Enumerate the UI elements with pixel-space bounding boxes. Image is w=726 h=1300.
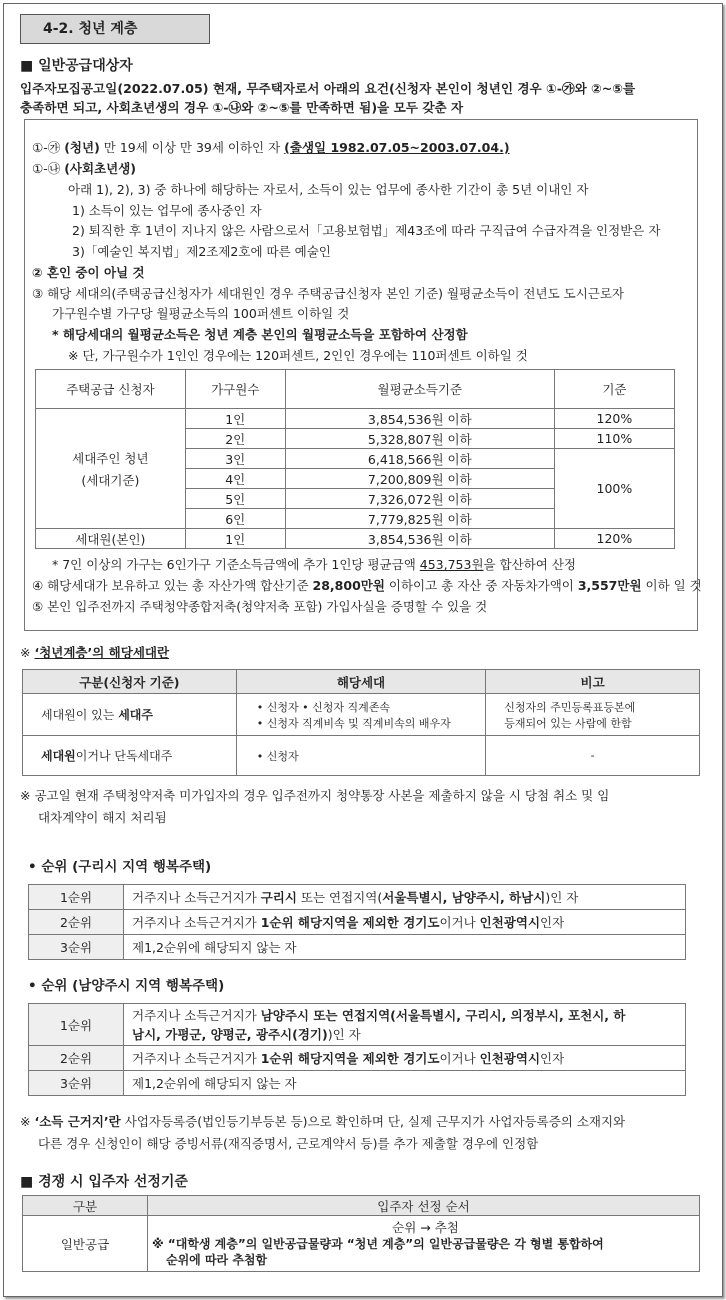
rank-nyj-1-c: 남시, 가평군, 양평군, 광주시(경기)	[132, 1026, 328, 1042]
rank-guri-3-text: 제1,2순위에 해당되지 않는 자	[124, 935, 686, 960]
income-ratio: 120%	[554, 409, 674, 429]
income-header-income: 월평균소득기준	[285, 370, 554, 409]
criterion-income-note2: ※ 단, 가구원수가 1인인 경우에는 120퍼센트, 2인인 경우에는 110퍼센트 이하일 것	[68, 348, 528, 363]
household-row2-type-a: 세대원	[41, 749, 76, 763]
income-size: 1인	[185, 409, 285, 429]
criterion-youth-mark: ①-㉮	[32, 140, 61, 155]
general-heading: ■ 일반공급대상자	[20, 58, 133, 74]
rank-guri-table	[28, 884, 686, 960]
rank-guri-2-label: 2순위	[29, 910, 124, 935]
criterion-assets	[32, 576, 702, 594]
assets-e: 이하 일 것	[641, 578, 702, 593]
criterion-newcomer-desc: 아래 1), 2), 3) 중 하나에 해당하는 자로서, 소득이 있는 업무에 종사한 기간이 총 5년 이내인 자	[68, 182, 589, 197]
income-ratio: 120%	[554, 529, 674, 549]
rank-nyj-2-e: 인자	[540, 1051, 565, 1066]
rank-nyj-1-label: 1순위	[29, 1004, 124, 1046]
criterion-newcomer-label: (사회초년생)	[64, 161, 137, 176]
criterion-newcomer	[32, 159, 136, 177]
selection-header-order: 입주자 선정 순서	[148, 1196, 700, 1216]
income-value: 5,328,807원 이하	[285, 429, 554, 449]
income-size: 2인	[185, 429, 285, 449]
general-intro-line1: 입주자모집공고일(2022.07.05) 현재, 무주택자로서 아래의 요건(신청자 본인이 청년인 경우 ①-㉮와 ②~⑤를	[20, 81, 636, 96]
income-value: 7,200,809원 이하	[285, 469, 554, 489]
assets-car: 3,557만원	[577, 578, 642, 593]
rank-guri-1-text	[124, 885, 686, 910]
selection-note-line1: ※ “대학생 계층”의 일반공급물량과 “청년 계층”의 일반공급물량은 각 형별 통합하여	[152, 1236, 604, 1251]
rank-guri-1-d: 서울특별시, 남양주시, 하남시	[382, 890, 546, 905]
rank-guri-2-d: 인천광역시	[479, 915, 541, 930]
rank-guri-2-text	[124, 910, 686, 935]
income-value: 7,326,072원 이하	[285, 489, 554, 509]
household-title-mark: ※	[20, 645, 35, 660]
income-ratio: 110%	[554, 429, 674, 449]
notice-savings-line2: 대차계약이 해지 처리됨	[38, 810, 167, 825]
income-group-member: 세대원(본인)	[36, 529, 186, 549]
income-extra-note-amount: 453,753원	[419, 557, 484, 572]
rank-nyj-1-b: 남양주시 또는 연접지역(서울특별시, 구리시, 의정부시, 포천시, 하	[260, 1007, 626, 1023]
criterion-youth-text: 만 19세 이상 만 39세 이하인 자	[103, 140, 281, 155]
income-ratio: 100%	[554, 449, 674, 529]
household-header-note: 비고	[486, 670, 700, 694]
rank-nyj-2-d: 인천광역시	[479, 1051, 541, 1066]
notice-income-base-line1	[20, 1112, 625, 1130]
criterion-youth-birth: (출생일 1982.07.05~2003.07.04.)	[284, 140, 510, 155]
income-size: 5인	[185, 489, 285, 509]
criterion-youth-label: (청년)	[64, 140, 100, 155]
income-group-head	[36, 409, 186, 529]
assets-a: ④ 해당세대가 보유하고 있는 총 자산가액 합산기준	[32, 578, 313, 593]
criterion-savings: ⑤ 본인 입주전까지 주택청약종합저축(청약저축 포함) 가입사실을 증명할 수 있을 것	[32, 599, 488, 614]
income-size: 1인	[185, 529, 285, 549]
income-group-head-label1: 세대주인 청년	[72, 450, 149, 466]
notice-income-base-term: ‘소득 근거지’란	[34, 1114, 121, 1129]
income-group-head-label2: (세대기준)	[81, 472, 140, 488]
rank-guri-2-b: 1순위 해당지역을 제외한 경기도	[260, 915, 440, 930]
rank-guri-1-b: 구리시	[260, 890, 297, 905]
rank-guri-1-label: 1순위	[29, 885, 124, 910]
criterion-newcomer-item1: 1) 소득이 있는 업무에 종사중인 자	[72, 203, 262, 218]
rank-guri-1-e: )인 자	[545, 890, 579, 905]
income-value: 7,779,825원 이하	[285, 509, 554, 529]
rank-nyj-2-c: 이거나	[439, 1051, 480, 1066]
rank-nyj-1-d: )인 자	[327, 1026, 361, 1042]
household-row2-type-b: 이거나 단독세대주	[75, 749, 173, 763]
household-row2-note: -	[486, 736, 700, 776]
notice-income-base-mark: ※	[20, 1114, 35, 1129]
rank-nyj-2-a: 거주지나 소득근거지가	[132, 1051, 261, 1066]
household-header-members: 해당세대	[236, 670, 486, 694]
household-header-type: 구분(신청자 기준)	[23, 670, 237, 694]
income-value: 3,854,536원 이하	[285, 409, 554, 429]
notice-income-base-line2: 다른 경우 신청인이 해당 증빙서류(재직증명서, 근로계약서 등)를 추가 제출할 경우에 인정함	[38, 1136, 539, 1151]
rank-nyj-table	[28, 1003, 686, 1096]
income-extra-note-b: 을 합산하여 산정	[483, 557, 577, 572]
rank-guri-1-a: 거주지나 소득근거지가	[132, 890, 261, 905]
household-row2-type	[23, 736, 237, 776]
rank-nyj-3-text: 제1,2순위에 해당되지 않는 자	[124, 1071, 686, 1096]
criterion-youth	[32, 138, 510, 156]
income-extra-note	[52, 555, 576, 573]
notice-income-base-text: 사업자등록증(법인등기부등본 등)으로 확인하며 단, 실제 근무지가 사업자등록증의 소재지와	[120, 1114, 626, 1129]
rank-nyj-2-text	[124, 1046, 686, 1071]
household-row1-type	[23, 694, 237, 736]
rank-nyj-title: • 순위 (남양주시 지역 행복주택)	[28, 978, 225, 994]
income-header-applicant: 주택공급 신청자	[36, 370, 186, 409]
selection-row-label: 일반공급	[23, 1216, 148, 1272]
rank-guri-1-c: 또는 연접지역(	[296, 890, 383, 905]
assets-total: 28,800만원	[312, 578, 385, 593]
criterion-income-line1: ③ 해당 세대의(주택공급신청자가 세대원인 경우 주택공급신청자 본인 기준) 월평균소득이 전년도 도시근로자	[32, 286, 624, 301]
rank-nyj-3-label: 3순위	[29, 1071, 124, 1096]
rank-nyj-1-a: 거주지나 소득근거지가	[132, 1007, 261, 1023]
household-title	[20, 643, 169, 661]
criterion-newcomer-item3: 3)「예술인 복지법」제2조제2호에 따른 예술인	[72, 244, 331, 259]
criterion-income-note1: * 해당세대의 월평균소득은 청년 계층 본인의 월평균소득을 포함하여 산정함	[52, 327, 468, 342]
household-row1-type-a: 세대원이 있는	[41, 708, 119, 722]
household-row1-note	[486, 694, 700, 736]
selection-heading: ■ 경쟁 시 입주자 선정기준	[20, 1174, 188, 1190]
income-size: 3인	[185, 449, 285, 469]
selection-row-content	[148, 1216, 700, 1272]
income-size: 4인	[185, 469, 285, 489]
rank-guri-2-e: 인자	[540, 915, 565, 930]
income-value: 3,854,536원 이하	[285, 529, 554, 549]
household-table	[22, 669, 700, 776]
income-table	[35, 369, 675, 549]
income-value: 6,418,566원 이하	[285, 449, 554, 469]
criterion-income-line2: 가구원수별 가구당 월평균소득의 100퍼센트 이하일 것	[52, 306, 350, 321]
general-intro-line2: 충족하면 되고, 사회초년생의 경우 ①-㉯와 ②~⑤를 만족하면 됨)을 모두 갖춘 자	[20, 100, 464, 115]
rank-nyj-1-text	[124, 1004, 686, 1046]
rank-guri-title: • 순위 (구리시 지역 행복주택)	[28, 859, 212, 875]
selection-table	[22, 1195, 700, 1272]
income-header-size: 가구원수	[185, 370, 285, 409]
rank-guri-2-a: 거주지나 소득근거지가	[132, 915, 261, 930]
income-extra-note-a: * 7인 이상의 가구는 6인가구 기준소득금액에 추가 1인당 평균금액	[52, 557, 420, 572]
assets-c: 이하이고 총 자산 중 자동차가액이	[384, 578, 578, 593]
selection-note-line2: 순위에 따라 추첨함	[166, 1252, 268, 1267]
section-title: 4-2. 청년 계층	[20, 14, 210, 44]
selection-header-type: 구분	[23, 1196, 148, 1216]
income-header-ratio: 기준	[554, 370, 674, 409]
household-row1-note-2: 등재되어 있는 사람에 한함	[504, 716, 632, 730]
income-size: 6인	[185, 509, 285, 529]
criterion-unmarried: ② 혼인 중이 아닐 것	[32, 265, 145, 280]
household-row1-note-1: 신청자의 주민등록표등본에	[504, 700, 636, 714]
rank-nyj-2-label: 2순위	[29, 1046, 124, 1071]
rank-nyj-2-b: 1순위 해당지역을 제외한 경기도	[260, 1051, 440, 1066]
household-row1-type-b: 세대주	[118, 708, 153, 722]
criterion-newcomer-item2: 2) 퇴직한 후 1년이 지나지 않은 사람으로서「고용보험법」제43조에 따라 구직급여 수급자격을 인정받은 자	[72, 223, 661, 238]
household-row2-members: • 신청자	[236, 736, 486, 776]
selection-order: 순위 → 추첨	[392, 1219, 459, 1235]
notice-savings-line1: ※ 공고일 현재 주택청약저축 미가입자의 경우 입주전까지 청약통장 사본을 제출하지 않을 시 당첨 취소 및 임	[20, 788, 610, 803]
household-row1-members-1: • 신청자 • 신청자 직계존속	[256, 700, 390, 714]
household-row1-members-2: • 신청자 직계비속 및 직계비속의 배우자	[256, 716, 451, 730]
household-row1-members	[236, 694, 486, 736]
criterion-newcomer-mark: ①-㉯	[32, 161, 61, 176]
rank-guri-2-c: 이거나	[439, 915, 480, 930]
household-title-text: ‘청년계층’의 해당세대란	[34, 645, 170, 660]
rank-guri-3-label: 3순위	[29, 935, 124, 960]
